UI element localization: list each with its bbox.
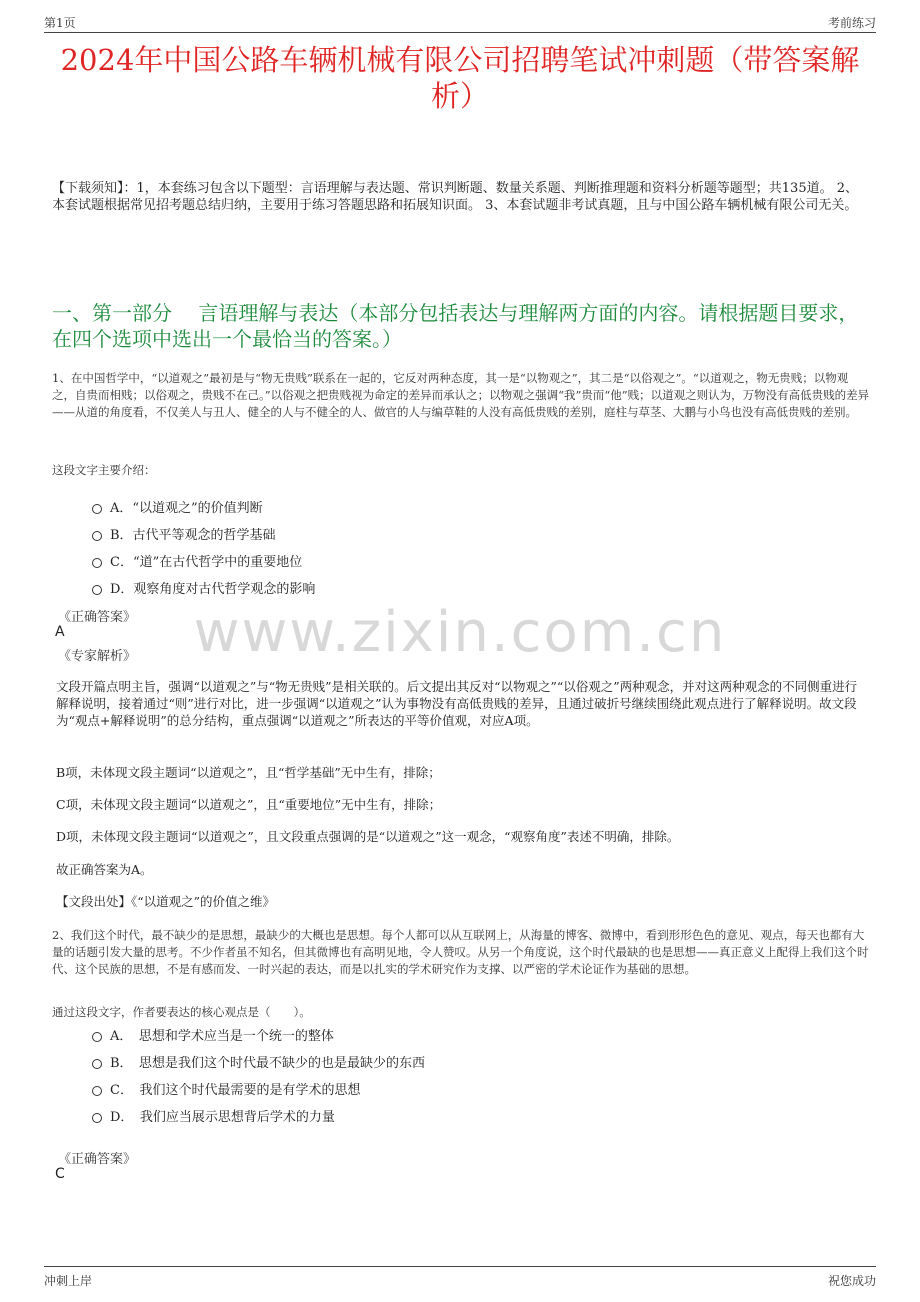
section-title: 一、第一部分 言语理解与表达（本部分包括表达与理解两方面的内容。请根据题目要求，在四个选项中选出一个最恰当的答案。） [52, 301, 859, 351]
footer-right: 祝您成功 [827, 1274, 876, 1288]
question-2-stem: 2、我们这个时代，最不缺少的是思想，最缺少的大概也是思想。每个人都可以从互联网上，从海量的博客、微博中，看到形形色色的意见、观点，每天也都有大量的话题引发大量的思考。不少作者虽不知名，但其微博也有高明见地，令人赞叹。从另一个角度说，这个时代最缺的也是思想——真正意义上配得上我们这个时代、这个民族的思想，不是有感而发、一时兴起的表达，而是以扎实的学术研究作为支撑、以严密的学术论证作为基础的思想。 [52, 928, 869, 976]
q1-option-a[interactable] [92, 496, 263, 516]
q2-answer-label: 《正确答案》 [58, 1152, 137, 1167]
q1-analysis-d: D项，未体现文段主题词“以道观之”，且文段重点强调的是“以道观之”这一观念，“观察角度”表述不明确，排除。 [56, 829, 680, 844]
q1-analysis-b: B项，未体现文段主题词“以道观之”，且“哲学基础”无中生有，排除； [56, 765, 441, 780]
watermark: www.zixin.com.cn [193, 600, 727, 665]
q1-option-b[interactable] [92, 523, 276, 543]
option-label: A．“以道观之”的价值判断 [110, 500, 263, 516]
option-label: A． 思想和学术应当是一个统一的整体 [110, 1028, 334, 1044]
q1-analysis-c: C项，未体现文段主题词“以道观之”，且“重要地位”无中生有，排除； [56, 797, 442, 812]
radio-icon[interactable] [92, 531, 102, 541]
q1-answer: A [55, 624, 65, 640]
option-label: D． 我们应当展示思想背后学术的力量 [110, 1109, 335, 1125]
option-label: D．观察角度对古代哲学观念的影响 [110, 581, 316, 597]
option-label: B．古代平等观念的哲学基础 [110, 527, 276, 543]
radio-icon[interactable] [92, 585, 102, 595]
page-header [44, 12, 876, 33]
header-tag: 考前练习 [827, 15, 876, 30]
radio-icon[interactable] [92, 1059, 102, 1069]
document-title: 2024年中国公路车辆机械有限公司招聘笔试冲刺题（带答案解析） [60, 43, 860, 113]
q1-analysis-conclusion: 故正确答案为A。 [56, 862, 153, 877]
radio-icon[interactable] [92, 1113, 102, 1123]
q1-option-d[interactable] [92, 577, 315, 597]
page-number: 第1页 [44, 15, 76, 30]
footer-left: 冲刺上岸 [44, 1274, 93, 1288]
q2-answer: C [55, 1166, 65, 1182]
radio-icon[interactable] [92, 558, 102, 568]
q2-option-b[interactable] [92, 1051, 425, 1071]
option-label: C．“道”在古代哲学中的重要地位 [110, 554, 303, 570]
q2-option-a[interactable] [92, 1024, 334, 1044]
download-notice: 【下载须知】：1，本套练习包含以下题型：言语理解与表达题、常识判断题、数量关系题、判断推理题和资料分析题等题型；共135道。 2、本套试题根据常见招考题总结归纳，主要用于练习答题思路和拓展知识面。 3、本套试题非考试真题，且与中国公路车辆机械有限公司无关。 [52, 181, 858, 213]
q1-analysis-label: 《专家解析》 [58, 649, 137, 664]
q1-analysis-main: 文段开篇点明主旨，强调“以道观之”与“物无贵贱”是相关联的。后文提出其反对“以物观之”“以俗观之”两种观念，并对这两种观念的不同侧重进行解释说明，接着通过“则”进行对比，进一步强调“以道观之”认为事物没有高低贵贱的差异，且通过破折号继续围绕此观点进行了解释说明。故文段为“观点+解释说明”的总分结构，重点强调“以道观之”所表达的平等价值观，对应A项。 [56, 679, 858, 728]
question-1-prompt: 这段文字主要介绍： [52, 463, 156, 477]
q1-option-c[interactable] [92, 550, 302, 570]
radio-icon[interactable] [92, 1086, 102, 1096]
option-label: C． 我们这个时代最需要的是有学术的思想 [110, 1082, 361, 1098]
q1-source: 【文段出处】《“以道观之”的价值之维》 [56, 894, 276, 909]
q2-option-d[interactable] [92, 1105, 335, 1125]
question-2-prompt: 通过这段文字，作者要表达的核心观点是（ ）。 [52, 1005, 311, 1019]
q2-option-c[interactable] [92, 1078, 360, 1098]
page-footer [44, 1266, 876, 1289]
radio-icon[interactable] [92, 1032, 102, 1042]
question-1-stem: 1、在中国哲学中，“以道观之”最初是与“物无贵贱”联系在一起的，它反对两种态度，其一是“以物观之”，其二是“以俗观之”。“以道观之，物无贵贱；以物观之，自贵而相贱；以俗观之，贵贱不在己。”以俗观之把贵贱视为命定的差异而承认之；以物观之强调“我”贵而“他”贱；以道观之则认为，万物没有高低贵贱的差异——从道的角度看，不仅美人与丑人、健全的人与不健全的人、做官的人与编草鞋的人没有高低贵贱的差别，庭柱与草茎、大鹏与小鸟也没有高低贵贱的差别。 [52, 371, 870, 419]
q1-answer-label: 《正确答案》 [58, 610, 137, 625]
option-label: B． 思想是我们这个时代最不缺少的也是最缺少的东西 [110, 1055, 426, 1071]
radio-icon[interactable] [92, 504, 102, 514]
